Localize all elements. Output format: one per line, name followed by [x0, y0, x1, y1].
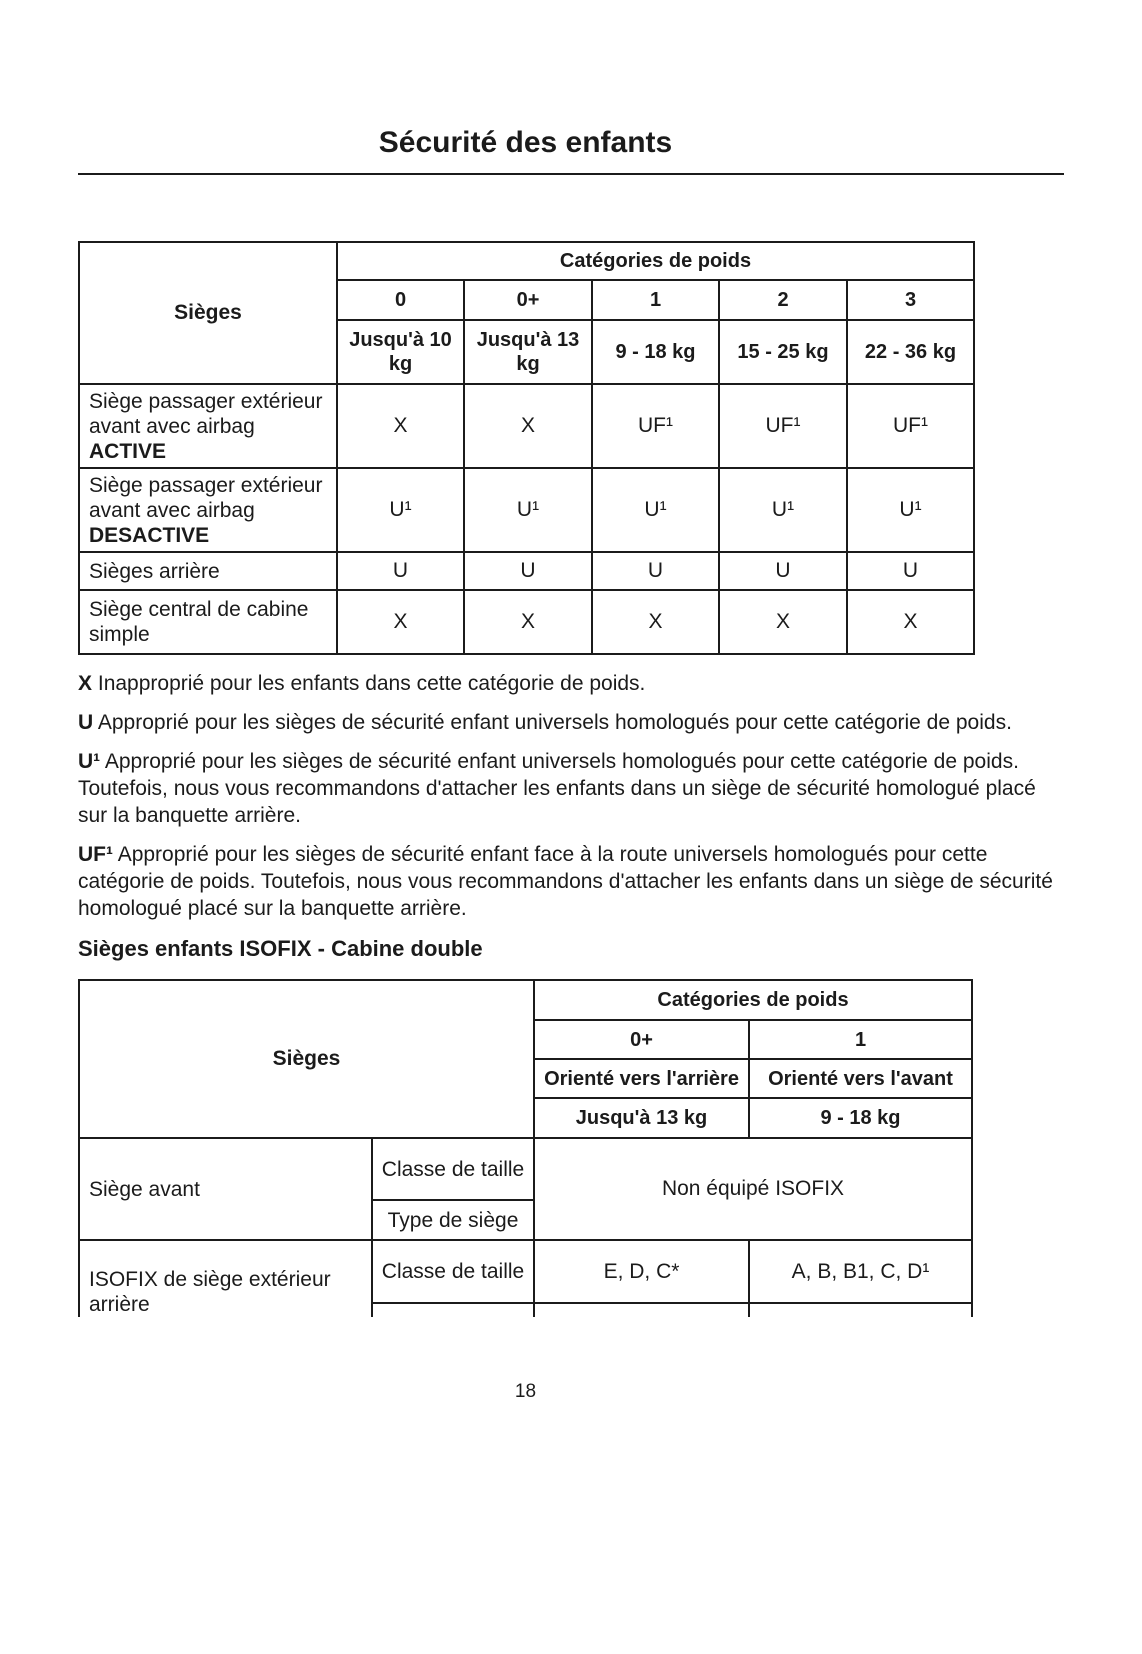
page-title: Sécurité des enfants [378, 126, 673, 159]
table-cell: X [719, 590, 847, 654]
legend-note-x: X Inapproprié pour les enfants dans cette catégorie de poids. [78, 672, 646, 695]
table-cell: U¹ [847, 468, 974, 552]
isofix-table [78, 979, 973, 1317]
weight-range-header: 9 - 18 kg [592, 320, 719, 384]
weight-categories-table [78, 241, 975, 655]
table-cell: X [847, 590, 974, 654]
isofix-section-heading: Sièges enfants ISOFIX - Cabine double [78, 936, 483, 961]
table-row [79, 552, 974, 590]
page-number: 18 [514, 1381, 537, 1402]
weight-range-header: 22 - 36 kg [847, 320, 974, 384]
table-cell: X [337, 384, 464, 468]
seats-column-header: Sièges [79, 980, 534, 1138]
table-cell: X [592, 590, 719, 654]
seats-column-header: Sièges [79, 242, 337, 384]
table-cell: X [464, 384, 592, 468]
table-cell: UF¹ [719, 384, 847, 468]
seat-row-label: Siège central de cabine simple [79, 590, 337, 654]
table-cell: U¹ [592, 468, 719, 552]
size-class-label: Classe de taille [372, 1138, 534, 1200]
category-header: 3 [847, 280, 974, 320]
legend-note-uf1: UF¹ Approprié pour les sièges de sécurité enfant face à la route universels homologués pour cette catégorie de poids. Toutefois, nous vous recommandons d'attacher les enfants dans un siège de sécurité homologué placé sur la banquette arrière. [78, 843, 1053, 920]
weight-categories-header: Catégories de poids [534, 980, 972, 1020]
seat-row-label: Siège passager extérieur avant avec airbag ACTIVE [79, 384, 337, 468]
table-cell: X [337, 590, 464, 654]
table-cell [534, 1303, 749, 1317]
size-class-label: Classe de taille [372, 1240, 534, 1303]
table-cell: U [592, 552, 719, 590]
category-header: 0+ [464, 280, 592, 320]
table-cell: Non équipé ISOFIX [534, 1138, 972, 1240]
legend-note-u: U Approprié pour les sièges de sécurité enfant universels homologués pour cette catégorie de poids. [78, 711, 1012, 734]
table-cell: U [464, 552, 592, 590]
weight-range-header: 15 - 25 kg [719, 320, 847, 384]
category-header: 1 [749, 1020, 972, 1059]
seat-type-label: Type de siège [372, 1200, 534, 1240]
weight-categories-header: Catégories de poids [337, 242, 974, 280]
table-row [79, 1240, 972, 1303]
weight-range-header: Jusqu'à 13 kg [534, 1098, 749, 1138]
category-header: 0 [337, 280, 464, 320]
table-row [79, 384, 974, 468]
table-cell: U¹ [719, 468, 847, 552]
seat-row-label: Sièges arrière [79, 552, 337, 590]
table-cell [749, 1303, 972, 1317]
table-cell: U¹ [337, 468, 464, 552]
table-row [79, 590, 974, 654]
table-cell: E, D, C* [534, 1240, 749, 1303]
table-cell: UF¹ [592, 384, 719, 468]
table-row [79, 242, 974, 280]
table-cell: X [464, 590, 592, 654]
seat-row-label: Siège avant [79, 1138, 372, 1240]
weight-range-header: Jusqu'à 13 kg [464, 320, 592, 384]
category-header: 2 [719, 280, 847, 320]
table-cell: U¹ [464, 468, 592, 552]
seat-row-label: ISOFIX de siège extérieur arrière [79, 1240, 372, 1317]
category-header: 1 [592, 280, 719, 320]
weight-range-header: 9 - 18 kg [749, 1098, 972, 1138]
page-content [78, 0, 1064, 1403]
table-cell [372, 1303, 534, 1317]
table-cell: U [337, 552, 464, 590]
table-row [79, 980, 972, 1020]
legend-notes [78, 670, 1064, 922]
category-header: 0+ [534, 1020, 749, 1059]
title-underline [78, 0, 1064, 175]
weight-range-header: Jusqu'à 10 kg [337, 320, 464, 384]
table-cell: UF¹ [847, 384, 974, 468]
seat-row-label: Siège passager extérieur avant avec airbag DESACTIVE [79, 468, 337, 552]
table-row [79, 1138, 972, 1200]
isofix-table-clip [78, 979, 1064, 1317]
legend-note-u1: U¹ Approprié pour les sièges de sécurité enfant universels homologués pour cette catégorie de poids. Toutefois, nous vous recommandons d'attacher les enfants dans un siège de sécurité homologué placé sur la banquette arrière. [78, 750, 1036, 827]
table-cell: U [847, 552, 974, 590]
table-row [79, 468, 974, 552]
orientation-header: Orienté vers l'avant [749, 1059, 972, 1098]
table-cell: A, B, B1, C, D¹ [749, 1240, 972, 1303]
table-cell: U [719, 552, 847, 590]
orientation-header: Orienté vers l'arrière [534, 1059, 749, 1098]
